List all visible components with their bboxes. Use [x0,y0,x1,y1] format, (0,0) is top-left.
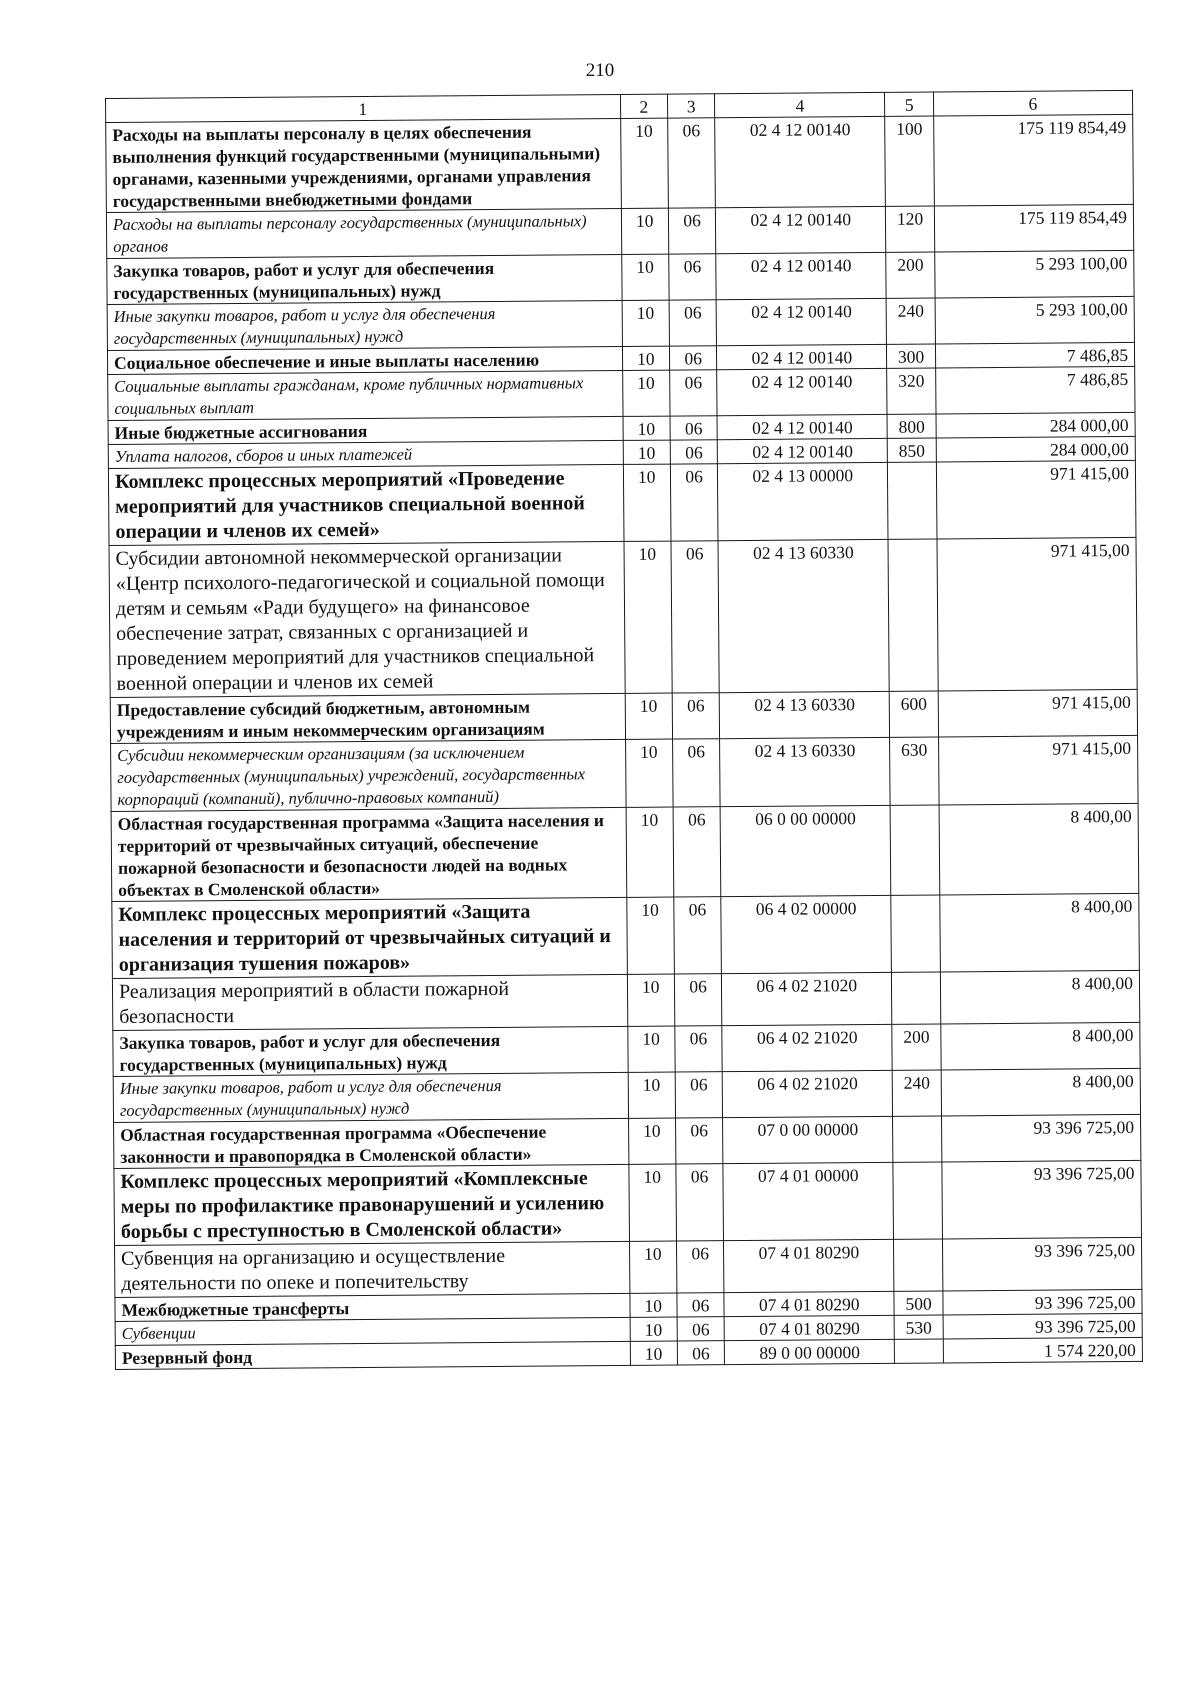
row-expense-type: 100 [885,116,934,206]
row-section: 10 [625,739,673,807]
row-section: 10 [629,1293,677,1317]
row-amount: 8 400,00 [940,970,1140,1024]
row-section: 10 [626,897,674,974]
row-section: 10 [628,1118,676,1164]
table-row [106,204,1133,258]
row-target-code: 06 4 02 21020 [722,972,892,1025]
row-subsection: 06 [673,807,721,897]
row-target-code: 07 4 01 80290 [724,1291,894,1316]
row-subsection: 06 [677,1293,725,1317]
row-target-code: 02 4 13 60330 [720,737,891,806]
row-expense-type [892,972,941,1024]
row-target-code: 02 4 12 00140 [716,252,886,299]
row-target-code: 06 4 02 21020 [722,1070,892,1117]
row-target-code: 02 4 12 00140 [715,116,886,207]
table-row [113,1022,1140,1076]
row-name: Субвенции [115,1317,630,1345]
row-subsection: 06 [675,1118,723,1164]
row-target-code: 02 4 12 00140 [716,206,886,253]
row-expense-type: 200 [886,252,935,298]
row-target-code: 07 4 01 80290 [724,1239,894,1292]
table-row [114,1160,1142,1245]
table-row [113,1068,1140,1122]
row-target-code: 02 4 12 00140 [717,368,887,415]
row-expense-type [888,539,938,691]
row-target-code: 02 4 13 60330 [718,539,889,692]
row-name: Комплекс процессных мероприятий «Защита населения и территорий от чрезвычайных ситуаций и организация тушения пожаров» [112,897,627,978]
row-subsection: 06 [670,370,718,416]
row-expense-type: 530 [894,1315,943,1339]
row-section: 10 [628,1072,676,1118]
row-expense-type: 600 [890,691,939,737]
row-target-code: 07 4 01 00000 [723,1162,894,1240]
row-section: 10 [622,346,670,370]
row-target-code: 06 4 02 00000 [721,895,892,973]
row-subsection: 06 [669,300,717,346]
header-section: 2 [620,94,668,118]
row-expense-type: 320 [887,368,936,414]
row-subsection: 06 [670,464,718,541]
table-row [108,460,1136,545]
header-amount: 6 [933,90,1132,116]
row-subsection: 06 [675,1072,723,1118]
table-row [107,250,1134,304]
row-amount: 93 396 725,00 [941,1114,1141,1162]
row-section: 10 [630,1341,678,1365]
row-target-code: 02 4 12 00140 [717,414,887,439]
row-name: Реализация мероприятий в области пожарной безопасности [112,974,627,1030]
row-subsection: 06 [668,208,716,254]
table-body [106,114,1143,1369]
row-amount: 8 400,00 [940,893,1140,972]
row-expense-type [893,1116,942,1162]
row-expense-type [890,805,939,895]
row-section: 10 [627,1026,675,1072]
row-section: 10 [630,1317,678,1341]
row-section: 10 [622,300,670,346]
table-row [115,1237,1142,1297]
row-amount: 284 000,00 [936,436,1135,462]
row-section: 10 [620,118,668,208]
row-amount: 7 486,85 [935,366,1135,414]
row-target-code: 89 0 00 00000 [725,1339,895,1364]
row-subsection: 06 [668,118,716,208]
table-row [114,1114,1141,1168]
table-row [106,114,1134,212]
row-name: Социальные выплаты гражданам, кроме публичных нормативных социальных выплат [108,370,623,420]
row-amount: 284 000,00 [936,412,1135,438]
row-section: 10 [624,541,673,693]
row-amount: 93 396 725,00 [942,1237,1142,1291]
row-section: 10 [625,693,673,739]
table-row [112,970,1139,1030]
table-row [107,296,1134,350]
row-expense-type: 500 [894,1291,943,1315]
row-target-code: 02 4 12 00140 [716,298,886,345]
row-amount: 971 415,00 [936,460,1136,539]
row-target-code: 02 4 13 60330 [719,691,889,738]
row-amount: 971 415,00 [938,689,1138,737]
row-section: 10 [621,254,669,300]
row-subsection: 06 [675,1026,723,1072]
row-section: 10 [627,974,675,1026]
row-expense-type: 850 [888,438,937,462]
row-expense-type [891,895,940,972]
row-target-code: 07 0 00 00000 [723,1116,893,1163]
table-row [109,537,1137,697]
row-name: Комплекс процессных мероприятий «Комплексные меры по профилактике правонарушений и усилению борьбы с преступностью в Смоленской области» [114,1164,629,1245]
row-subsection: 06 [671,541,720,693]
header-subsection: 3 [667,94,715,118]
row-name: Закупка товаров, работ и услуг для обеспечения государственных (муниципальных) нужд [113,1026,628,1076]
row-amount: 93 396 725,00 [943,1289,1142,1315]
row-name: Предоставление субсидий бюджетным, автономным учреждениям и иным некоммерческим организациям [110,693,625,743]
row-name: Областная государственная программа «Обеспечение законности и правопорядка в Смоленской области» [114,1118,629,1168]
row-amount: 8 400,00 [941,1068,1141,1116]
row-amount: 93 396 725,00 [943,1313,1142,1339]
row-amount: 8 400,00 [939,803,1139,895]
page-number: 210 [585,60,615,81]
row-target-code: 02 4 13 00000 [718,462,889,540]
row-name: Субсидии некоммерческим организациям (за исключением государственных (муниципальных) учреждений, государственных корпораций (компаний), публично-правовых компаний) [111,739,626,811]
row-section: 10 [623,464,671,541]
row-expense-type [894,1239,943,1291]
row-amount: 971 415,00 [938,735,1138,805]
row-amount: 7 486,85 [935,342,1134,368]
row-subsection: 06 [672,693,720,739]
table-row [111,735,1139,811]
row-section: 10 [623,416,671,440]
header-name: 1 [106,94,621,122]
row-amount: 8 400,00 [941,1022,1141,1070]
row-amount: 971 415,00 [937,537,1137,691]
row-section: 10 [623,440,671,464]
row-subsection: 06 [676,1164,724,1241]
row-expense-type: 120 [886,206,935,252]
budget-table [105,90,1143,1370]
row-name: Резервный фонд [115,1341,630,1369]
row-section: 10 [628,1164,676,1241]
row-expense-type [888,462,937,539]
row-amount: 175 119 854,49 [933,114,1133,206]
header-expense-type: 5 [885,92,934,116]
row-name: Уплата налогов, сборов и иных платежей [108,440,623,468]
row-subsection: 06 [674,974,722,1026]
table-row [108,366,1135,420]
row-target-code: 06 4 02 21020 [722,1024,892,1071]
row-name: Комплекс процессных мероприятий «Проведение мероприятий для участников специальной военной операции и членов их семей» [108,464,623,545]
row-amount: 175 119 854,49 [934,204,1134,252]
row-section: 10 [621,208,669,254]
row-name: Социальное обеспечение и иные выплаты населению [107,346,622,374]
row-subsection: 06 [676,1241,724,1293]
row-subsection: 06 [674,897,722,974]
row-name: Расходы на выплаты персоналу государственных (муниципальных) органов [106,208,621,258]
row-subsection: 06 [670,416,718,440]
row-name: Закупка товаров, работ и услуг для обеспечения государственных (муниципальных) нужд [107,254,622,304]
row-target-code: 02 4 12 00140 [717,438,887,463]
row-section: 10 [622,370,670,416]
row-subsection: 06 [669,346,717,370]
row-expense-type [893,1162,942,1239]
row-expense-type: 630 [890,737,939,805]
row-name: Межбюджетные трансферты [115,1293,630,1321]
row-target-code: 07 4 01 80290 [724,1315,894,1340]
row-amount: 93 396 725,00 [942,1160,1142,1239]
row-name: Расходы на выплаты персоналу в целях обеспечения выполнения функций государственными (муниципальными) органами, казенными учреждениями, органами управления государственными внебюджетными фондами [106,118,621,212]
row-name: Субвенция на организацию и осуществление деятельности по опеке и попечительству [115,1241,630,1297]
row-subsection: 06 [677,1341,725,1365]
row-section: 10 [626,807,674,897]
row-expense-type: 240 [893,1070,942,1116]
table-row [110,689,1137,743]
row-subsection: 06 [669,254,717,300]
row-section: 10 [629,1241,677,1293]
row-expense-type: 300 [887,344,936,368]
row-name: Иные закупки товаров, работ и услуг для обеспечения государственных (муниципальных) нужд [107,300,622,350]
row-name: Субсидии автономной некоммерческой организации «Центр психолого-педагогической и социальной помощи детям и семьям «Ради будущего» на финансовое обеспечение затрат, связанных с организацией и проведением мероприятий для участников специальной военной операции и членов их семей [109,541,625,697]
row-amount: 5 293 100,00 [935,250,1135,298]
row-subsection: 06 [670,440,718,464]
table-row [111,803,1139,901]
table-row [112,893,1140,978]
row-expense-type: 240 [886,298,935,344]
row-subsection: 06 [677,1317,725,1341]
row-amount: 1 574 220,00 [943,1337,1142,1363]
row-subsection: 06 [672,739,720,807]
row-expense-type: 200 [892,1024,941,1070]
row-name: Областная государственная программа «Защита населения и территорий от чрезвычайных ситуаций, обеспечение пожарной безопасности и безопасности людей на водных объектах в Смоленской области» [111,807,626,901]
row-name: Иные закупки товаров, работ и услуг для обеспечения государственных (муниципальных) нужд [113,1072,628,1122]
row-name: Иные бюджетные ассигнования [108,416,623,444]
row-expense-type: 800 [887,414,936,438]
row-expense-type [895,1339,944,1363]
row-target-code: 06 0 00 00000 [720,805,891,896]
row-target-code: 02 4 12 00140 [717,344,887,369]
header-target: 4 [715,92,885,117]
row-amount: 5 293 100,00 [935,296,1135,344]
